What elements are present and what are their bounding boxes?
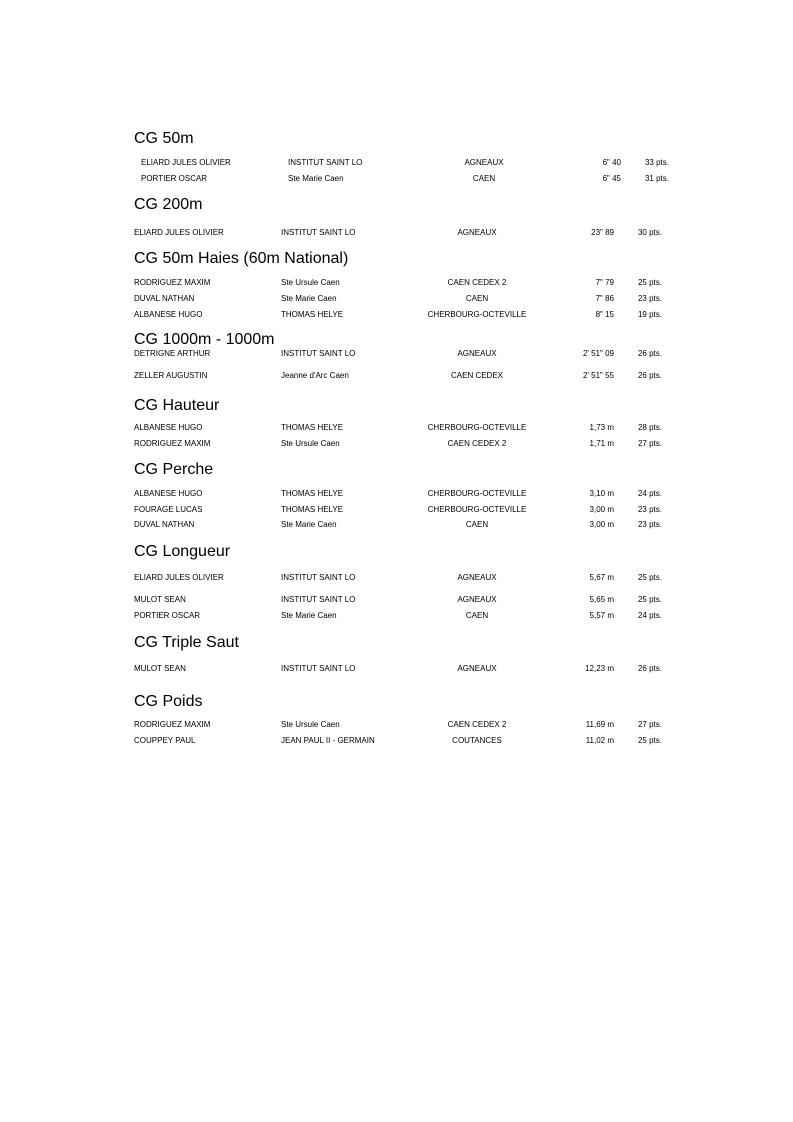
performance: 3,00 m xyxy=(589,505,614,514)
result-row xyxy=(0,348,793,360)
result-row xyxy=(0,438,793,450)
athlete-name: ALBANESE HUGO xyxy=(134,423,203,432)
school-name: Ste Ursule Caen xyxy=(281,278,340,287)
city-name: CAEN xyxy=(465,294,489,303)
result-row xyxy=(0,227,793,239)
performance: 3,00 m xyxy=(589,520,614,529)
points: 27 pts. xyxy=(637,439,662,448)
athlete-name: DUVAL NATHAN xyxy=(134,294,195,303)
city-name: CAEN xyxy=(472,174,496,183)
result-row xyxy=(0,719,793,731)
city-name: AGNEAUX xyxy=(464,158,504,167)
athlete-name: RODRIGUEZ MAXIM xyxy=(134,439,211,448)
school-name: INSTITUT SAINT LO xyxy=(281,664,356,673)
points: 28 pts. xyxy=(637,423,662,432)
athlete-name: PORTIER OSCAR xyxy=(141,174,208,183)
school-name: Ste Marie Caen xyxy=(281,520,337,529)
points: 25 pts. xyxy=(637,278,662,287)
athlete-name: ALBANESE HUGO xyxy=(134,310,203,319)
school-name: Ste Ursule Caen xyxy=(281,720,340,729)
performance: 11,02 m xyxy=(585,736,614,745)
result-row xyxy=(0,157,793,169)
performance: 2' 51" 09 xyxy=(582,349,614,358)
section-title: CG 1000m - 1000m xyxy=(134,331,275,348)
performance: 2' 51" 55 xyxy=(582,371,614,380)
athlete-name: ELIARD JULES OLIVIER xyxy=(141,158,231,167)
points: 30 pts. xyxy=(637,228,662,237)
school-name: INSTITUT SAINT LO xyxy=(288,158,363,167)
athlete-name: ELIARD JULES OLIVIER xyxy=(134,228,224,237)
result-row xyxy=(0,735,793,747)
result-row xyxy=(0,309,793,321)
result-row xyxy=(0,422,793,434)
points: 23 pts. xyxy=(637,520,662,529)
performance: 7" 79 xyxy=(595,278,614,287)
points: 26 pts. xyxy=(637,664,662,673)
athlete-name: ELIARD JULES OLIVIER xyxy=(134,573,224,582)
city-name: AGNEAUX xyxy=(457,349,497,358)
result-row xyxy=(0,594,793,606)
athlete-name: RODRIGUEZ MAXIM xyxy=(134,720,211,729)
city-name: AGNEAUX xyxy=(457,664,497,673)
school-name: THOMAS HELYE xyxy=(281,423,344,432)
points: 25 pts. xyxy=(637,595,662,604)
school-name: INSTITUT SAINT LO xyxy=(281,228,356,237)
points: 33 pts. xyxy=(644,158,669,167)
city-name: CAEN xyxy=(465,611,489,620)
points: 24 pts. xyxy=(637,611,662,620)
city-name: CAEN CEDEX 2 xyxy=(447,278,507,287)
school-name: JEAN PAUL II - GERMAIN xyxy=(281,736,375,745)
result-row xyxy=(0,519,793,531)
athlete-name: RODRIGUEZ MAXIM xyxy=(134,278,211,287)
school-name: THOMAS HELYE xyxy=(281,489,344,498)
points: 26 pts. xyxy=(637,349,662,358)
city-name: CAEN CEDEX xyxy=(450,371,504,380)
school-name: INSTITUT SAINT LO xyxy=(281,573,356,582)
performance: 1,73 m xyxy=(589,423,614,432)
performance: 3,10 m xyxy=(589,489,614,498)
school-name: THOMAS HELYE xyxy=(281,310,344,319)
city-name: CAEN CEDEX 2 xyxy=(447,720,507,729)
result-row xyxy=(0,663,793,675)
athlete-name: ZELLER AUGUSTIN xyxy=(134,371,208,380)
section-title: CG Triple Saut xyxy=(134,634,239,651)
result-row xyxy=(0,504,793,516)
section-title: CG 50m xyxy=(134,130,194,147)
school-name: Jeanne d'Arc Caen xyxy=(281,371,349,380)
school-name: INSTITUT SAINT LO xyxy=(281,349,356,358)
performance: 5,65 m xyxy=(589,595,614,604)
points: 19 pts. xyxy=(637,310,662,319)
performance: 6" 40 xyxy=(602,158,621,167)
result-row xyxy=(0,293,793,305)
school-name: Ste Marie Caen xyxy=(281,294,337,303)
performance: 5,67 m xyxy=(589,573,614,582)
points: 31 pts. xyxy=(644,174,669,183)
performance: 1,71 m xyxy=(589,439,614,448)
city-name: CHERBOURG-OCTEVILLE xyxy=(427,505,527,514)
school-name: Ste Marie Caen xyxy=(288,174,344,183)
result-row xyxy=(0,572,793,584)
performance: 11,69 m xyxy=(585,720,614,729)
result-row xyxy=(0,173,793,185)
points: 26 pts. xyxy=(637,371,662,380)
athlete-name: FOURAGE LUCAS xyxy=(134,505,203,514)
city-name: AGNEAUX xyxy=(457,573,497,582)
athlete-name: ALBANESE HUGO xyxy=(134,489,203,498)
city-name: CAEN CEDEX 2 xyxy=(447,439,507,448)
athlete-name: MULOT SEAN xyxy=(134,664,186,673)
result-row xyxy=(0,488,793,500)
city-name: COUTANCES xyxy=(452,736,502,745)
points: 27 pts. xyxy=(637,720,662,729)
section-title: CG 200m xyxy=(134,196,203,213)
performance: 12,23 m xyxy=(585,664,614,673)
section-title: CG 50m Haies (60m National) xyxy=(134,250,349,267)
school-name: THOMAS HELYE xyxy=(281,505,344,514)
result-row xyxy=(0,610,793,622)
performance: 7" 86 xyxy=(595,294,614,303)
city-name: CHERBOURG-OCTEVILLE xyxy=(427,423,527,432)
city-name: CHERBOURG-OCTEVILLE xyxy=(427,310,527,319)
section-title: CG Hauteur xyxy=(134,397,220,414)
athlete-name: COUPPEY PAUL xyxy=(134,736,196,745)
school-name: Ste Ursule Caen xyxy=(281,439,340,448)
performance: 6" 45 xyxy=(602,174,621,183)
section-title: CG Longueur xyxy=(134,543,231,560)
city-name: CHERBOURG-OCTEVILLE xyxy=(427,489,527,498)
city-name: AGNEAUX xyxy=(457,228,497,237)
points: 25 pts. xyxy=(637,736,662,745)
points: 23 pts. xyxy=(637,505,662,514)
city-name: AGNEAUX xyxy=(457,595,497,604)
athlete-name: PORTIER OSCAR xyxy=(134,611,201,620)
performance: 23" 89 xyxy=(591,228,614,237)
performance: 5,57 m xyxy=(589,611,614,620)
athlete-name: DETRIGNE ARTHUR xyxy=(134,349,211,358)
school-name: INSTITUT SAINT LO xyxy=(281,595,356,604)
school-name: Ste Marie Caen xyxy=(281,611,337,620)
points: 25 pts. xyxy=(637,573,662,582)
athlete-name: MULOT SEAN xyxy=(134,595,186,604)
section-title: CG Poids xyxy=(134,693,203,710)
result-row xyxy=(0,370,793,382)
section-title: CG Perche xyxy=(134,461,214,478)
points: 23 pts. xyxy=(637,294,662,303)
points: 24 pts. xyxy=(637,489,662,498)
performance: 8" 15 xyxy=(595,310,614,319)
athlete-name: DUVAL NATHAN xyxy=(134,520,195,529)
result-row xyxy=(0,277,793,289)
city-name: CAEN xyxy=(465,520,489,529)
